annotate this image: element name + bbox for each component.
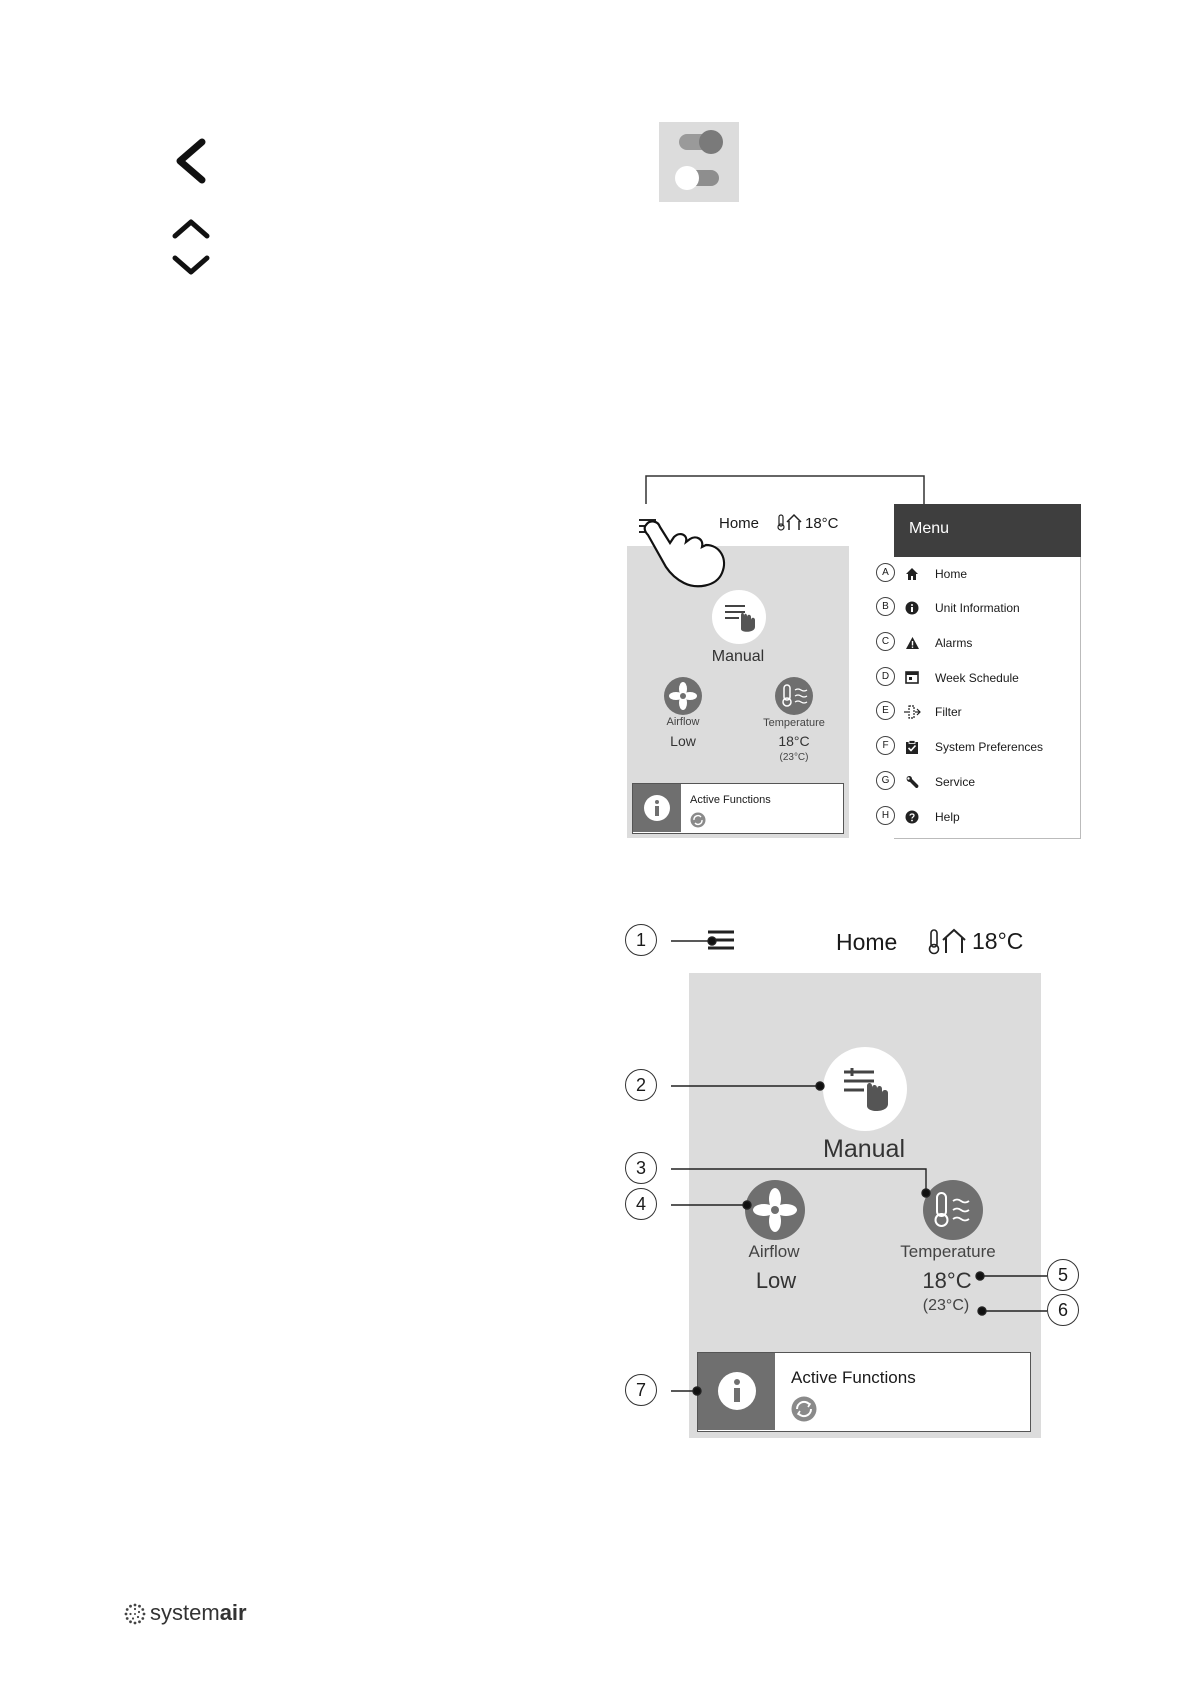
menu-letter-a: A — [876, 563, 895, 582]
small-indoor-temp: 18°C — [805, 515, 839, 532]
small-airflow-value: Low — [670, 733, 696, 749]
menu-item-home[interactable]: Home — [935, 567, 968, 581]
menu-letter-g: G — [876, 771, 895, 790]
large-temperature-label: Temperature — [900, 1242, 996, 1261]
menu-letter-c: C — [876, 632, 895, 651]
callout-6: 6 — [1047, 1294, 1079, 1326]
small-mode-label: Manual — [711, 648, 765, 665]
callout-1: 1 — [625, 924, 657, 956]
menu-letter-f: F — [876, 736, 895, 755]
menu-letter-e: E — [876, 701, 895, 720]
menu-item-service[interactable]: Service — [935, 775, 976, 789]
small-active-functions-label: Active Functions — [690, 794, 771, 806]
menu-item-system-preferences[interactable]: System Preferences — [935, 740, 1044, 754]
systemair-logo-icon — [124, 1603, 146, 1625]
menu-title: Menu — [909, 520, 950, 537]
menu-item-alarms[interactable]: Alarms — [935, 636, 973, 650]
callout-3: 3 — [625, 1152, 657, 1184]
large-active-functions-label: Active Functions — [791, 1368, 916, 1387]
large-airflow-label: Airflow — [748, 1242, 800, 1261]
small-page-title: Home — [719, 515, 760, 532]
large-mode-label: Manual — [823, 1135, 905, 1163]
small-airflow-label: Airflow — [666, 716, 700, 728]
callout-2: 2 — [625, 1069, 657, 1101]
callout-5: 5 — [1047, 1259, 1079, 1291]
large-temperature-setpoint: (23°C) — [922, 1297, 970, 1314]
menu-item-week-schedule[interactable]: Week Schedule — [935, 671, 1019, 685]
large-temperature-value: 18°C — [922, 1268, 972, 1293]
menu-letter-h: H — [876, 806, 895, 825]
menu-item-unit-information[interactable]: Unit Information — [935, 601, 1020, 615]
callout-4: 4 — [625, 1188, 657, 1220]
callout-7: 7 — [625, 1374, 657, 1406]
brand-wordmark: systemair — [150, 1600, 247, 1625]
menu-item-filter[interactable]: Filter — [935, 705, 962, 719]
small-temperature-label: Temperature — [763, 717, 825, 729]
small-temperature-value: 18°C — [778, 733, 810, 749]
large-page-title: Home — [836, 929, 898, 955]
small-temperature-setpoint: (23°C) — [779, 752, 809, 763]
menu-letter-b: B — [876, 597, 895, 616]
menu-item-help[interactable]: Help — [935, 810, 960, 824]
menu-letter-d: D — [876, 667, 895, 686]
large-indoor-temp: 18°C — [972, 928, 1024, 954]
large-airflow-value: Low — [755, 1268, 797, 1293]
